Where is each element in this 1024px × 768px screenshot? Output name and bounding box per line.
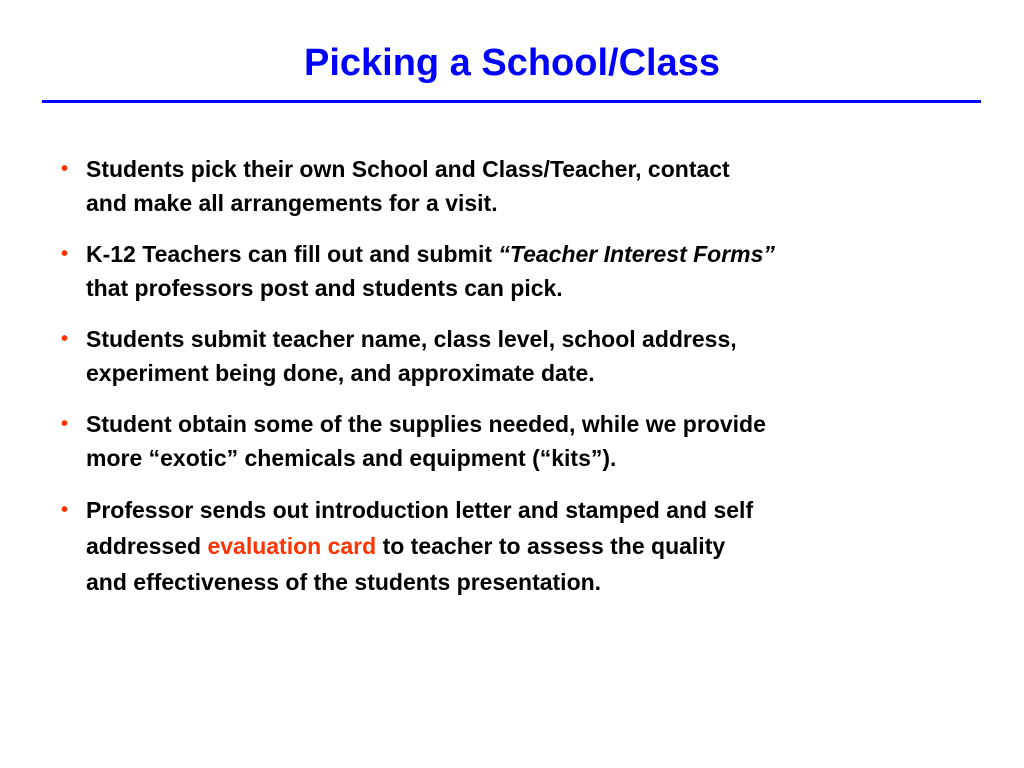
bullet-text-line: Professor sends out introduction letter and stamped and self: [86, 497, 754, 523]
bullet-marker: •: [61, 243, 69, 265]
bullet-text-line: K-12 Teachers can fill out and submit: [86, 241, 499, 267]
teacher-interest-forms-text: “Teacher Interest Forms”: [498, 241, 775, 267]
bullet-item-5: [61, 492, 986, 600]
bullet-item-2: [61, 237, 986, 305]
slide-title: Picking a School/Class: [303, 42, 721, 84]
title-divider: [42, 100, 981, 103]
bullet-text-line: addressed: [86, 533, 208, 559]
bullet-text-line: and make all arrangements for a visit.: [86, 190, 498, 216]
bullet-marker: •: [61, 328, 69, 350]
bullet-text-line: and effectiveness of the students presentation.: [86, 569, 602, 595]
bullet-item-4: [61, 407, 986, 475]
bullet-text-line: Students pick their own School and Class/Teacher, contact: [86, 156, 730, 182]
bullet-marker: •: [61, 499, 69, 521]
bullet-item-1: [61, 152, 986, 220]
bullet-text-line: experiment being done, and approximate date.: [86, 360, 595, 386]
bullet-marker: •: [61, 158, 69, 180]
bullet-item-3: [61, 322, 986, 390]
bullet-text-line: Students submit teacher name, class level, school address,: [86, 326, 737, 352]
bullet-text-line: to teacher to assess the quality: [376, 533, 726, 559]
bullet-marker: •: [61, 413, 69, 435]
bullet-text-line: that professors post and students can pick.: [86, 275, 563, 301]
evaluation-card-text: evaluation card: [207, 533, 377, 559]
bullet-text-line: more “exotic” chemicals and equipment (“kits”).: [86, 445, 617, 471]
bullet-text-line: Student obtain some of the supplies needed, while we provide: [86, 411, 766, 437]
